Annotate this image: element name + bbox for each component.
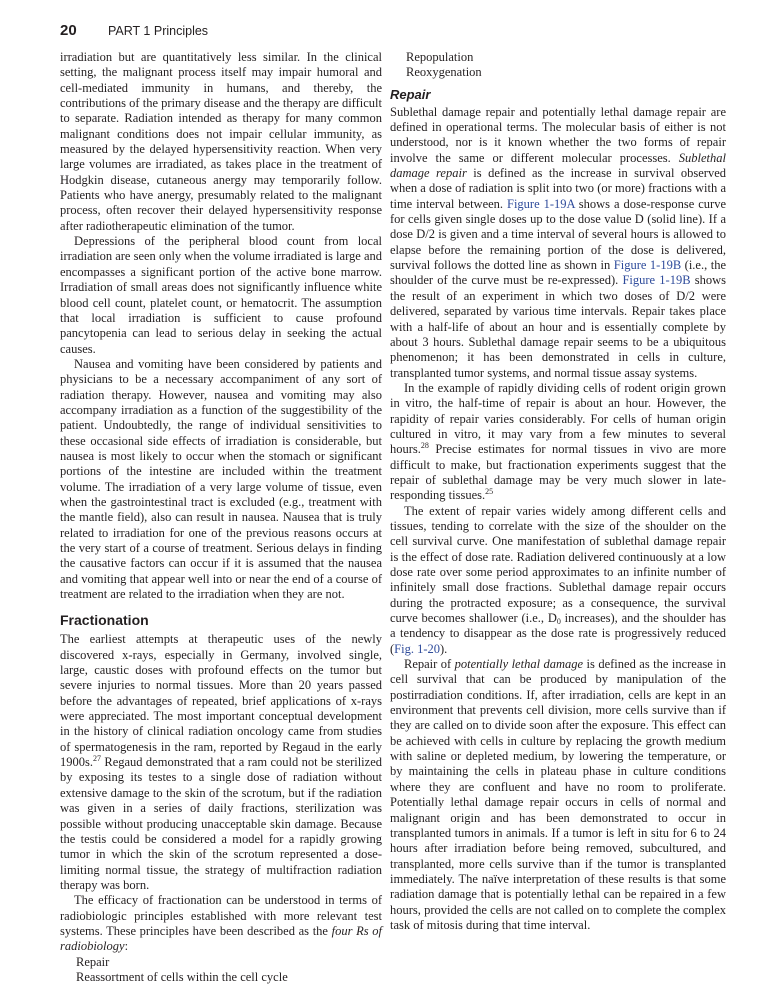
text-run: (i.e., the shoulder of the curve must be re-expressed). [390, 258, 726, 288]
list-item: Repair [76, 954, 110, 969]
text-run: shows the result of an experiment in which two doses of D/2 were delivered, separated by various time intervals. Repair takes place with a half-life of about an hour and is essentially complete by about 3 hours. Sublethal damage repair seems to be a ubiquitous phenomenon; it has been demonstrated in cells in culture, transplanted tumor systems, and normal tissue assay systems. [390, 273, 727, 380]
text-run: ). [440, 641, 448, 656]
list-item: Reassortment of cells within the cell cycle [76, 969, 288, 984]
figure-link[interactable]: Figure 1-19A [507, 196, 575, 211]
reference-superscript[interactable]: 27 [93, 754, 101, 764]
paragraph: irradiation but are quantitatively less similar. In the clinical setting, the malignant process itself may impair humoral and cell-mediated immunity in humans, and thereby, the contributions of the primary disease and the therapy are difficult to separate. Radiation intended as therapy for many common malignant conditions does not impair cellular immunity, as measured by the delayed hypersensitivity reaction. When very large volumes are irradiated, as takes place in the treatment of Hodgkin disease, cutaneous anergy may temporarily follow. Patients who have anergy, presumably related to the malignant process, often recover their delayed hypersensitivity response after radiotherapeutic elimination of the tumor. [60, 50, 382, 233]
page-number: 20 [60, 22, 77, 39]
figure-link[interactable]: Figure 1-19B [622, 273, 691, 288]
paragraph [390, 504, 726, 657]
running-head: PART 1 Principles [108, 24, 209, 38]
page-header [60, 22, 720, 44]
text-run: The extent of repair varies widely among different cells and tissues, tending to correlate with the size of the shoulder on the cell survival curve. One manifestation of sublethal damage repair is the effect of dose rate. Radiation delivered continuously at a low dose rate over some period approximates to an infinite number of infinitely small dose fractions. Sublethal damage repair occurs during the protracted exposure; as a consequence, the survival curve becomes shallower (i.e., D [390, 503, 726, 626]
paragraph [390, 105, 726, 381]
left-column [60, 50, 382, 985]
reference-superscript[interactable]: 28 [420, 441, 429, 451]
paragraph [390, 657, 726, 933]
right-column [390, 50, 726, 933]
paragraph [390, 381, 726, 504]
paragraph [60, 893, 382, 954]
paragraph [60, 632, 382, 893]
text-run: In the example of rapidly dividing cells of rodent origin grown in vitro, the half-time of repair is about an hour. However, the rapidity of repair varies considerably. For cells of human origin cultured in vitro, it may vary from a few minutes to several hours. [390, 380, 726, 457]
text-run: Sublethal damage repair and potentially lethal damage repair are defined in operational terms. The molecular basis of either is not understood, nor is it known whether the two forms of repair involve the same or different molecular processes. [390, 104, 726, 165]
text-run: : [124, 939, 129, 954]
text-run: The efficacy of fractionation can be understood in terms of radiobiologic principles established with more relevant test systems. These principles have been described as the [60, 893, 382, 938]
list-item: Reoxygenation [406, 65, 482, 80]
paragraph: Nausea and vomiting have been considered by patients and physicians to be a necessary accompaniment of any sort of radiation therapy. However, nausea and vomiting may also accompany irradiation as a function of the suggestibility of the patient. Undoubtedly, the range of individual sensitivities to these occasional side effects of irradiation is considerable, but nausea is most likely to occur when the stomach or significant portions of the intestine are included within the treatment volume. The irradiation of a very large volume of tissue, even when the gastrointestinal tract is excluded (e.g., treatment with the mantle field), also can result in nausea. Nausea that is truly related to irradiation for one of the previous reasons occurs at the very start of a course of treatment. Serious delays in finding the causative factors can occur if it is assumed that the nausea and vomiting that appear well into or near the end of a course of treatment are related to the irradiation when they are not. [60, 356, 382, 602]
emphasis: four Rs of radiobiology [60, 923, 382, 954]
reference-superscript[interactable]: 25 [485, 487, 494, 497]
text-run: Precise estimates for normal tissues in vivo are more difficult to make, but fractionation experiments suggest that the repair of sublethal damage may be very much slower in late-responding tissues. [390, 442, 726, 503]
text-run: is defined as the increase in cell survival that can be produced by manipulation of the postirradiation conditions. If, after irradiation, cells are kept in an environment that prevents cell division, more cells survive than if they are called on to divide soon after the exposure. This effect can be achieved with cells in culture by replacing the growth medium with saline or depleted medium, by lowering the temperature, or by maintaining the cells in plateau phase in culture conditions where they are confluent and have no room to proliferate. Potentially lethal damage repair occurs in cells of normal and malignant origin and has been demonstrated to occur in transplanted tumors in animals. If a tumor is left in situ for 6 to 24 hours after irradiation before being removed, subcultured, and transplanted, more cells survive than if the tumor is transplanted immediately. The naïve interpretation of these results is that some radiation damage that is potentially lethal can be repaired in a few hours, provided the cells are not called on to complete the complex task of mitosis during that time interval. [390, 657, 726, 932]
section-heading-fractionation: Fractionation [60, 612, 149, 629]
text-run: is defined as the increase in survival observed when a dose of radiation is split into two (or more) fractions with a time interval between. [390, 166, 727, 211]
emphasis: potentially lethal damage [454, 657, 584, 672]
paragraph: Depressions of the peripheral blood count from local irradiation are seen only when the volume irradiated is large and encompasses a significant portion of the active bone marrow. Irradiation of small areas does not significantly influence white blood cell count, platelet count, or hematocrit. The assumption that local irradiation is sufficient to cause profound pancytopenia can lead to serious delay in seeking the actual causes. [60, 234, 382, 356]
text-run: Regaud demonstrated that a ram could not be sterilized by exposing its testes to a single dose of radiation without extensive damage to the skin of the scrotum, but if the radiation was given in a series of daily fractions, sterilization was possible without producing unacceptable skin damage. Because the testis could be considered a model for a rapidly growing tumor in which the skin of the scrotum represented a dose-limiting normal tissue, the strategy of multifraction radiation therapy was born. [60, 755, 382, 892]
text-run: shows a dose-response curve for cells given single doses up to the dose value D (solid line). If a dose D/2 is given and a time interval of several hours is allowed to elapse before the remaining portion of the dose is delivered, survival follows the dotted line as shown in [390, 196, 726, 273]
figure-link[interactable]: Figure 1-19B [613, 258, 682, 273]
text-run: increases), and the shoulder has a tendency to disappear as the dose rate is progressively reduced ( [390, 611, 726, 656]
subscript: 0 [556, 617, 561, 627]
list-item: Repopulation [406, 50, 474, 64]
subsection-heading-repair: Repair [390, 86, 431, 102]
text-run: The earliest attempts at therapeutic uses of the newly discovered x-rays, especially in Germany, involved single, large, caustic doses with profound effects on the tumor but severe injuries to normal tissues. More than 20 years passed before the advantages of repeated, brief applications of x-rays were appreciated. The most important conceptual development in the history of clinical radiation oncology came from studies of spermatogenesis in the ram, reported by Regaud in the early 1900s. [60, 632, 382, 770]
figure-link[interactable]: Fig. 1-20 [394, 641, 441, 656]
text-run: Repair of [404, 657, 455, 672]
emphasis: Sublethal damage repair [390, 150, 726, 181]
